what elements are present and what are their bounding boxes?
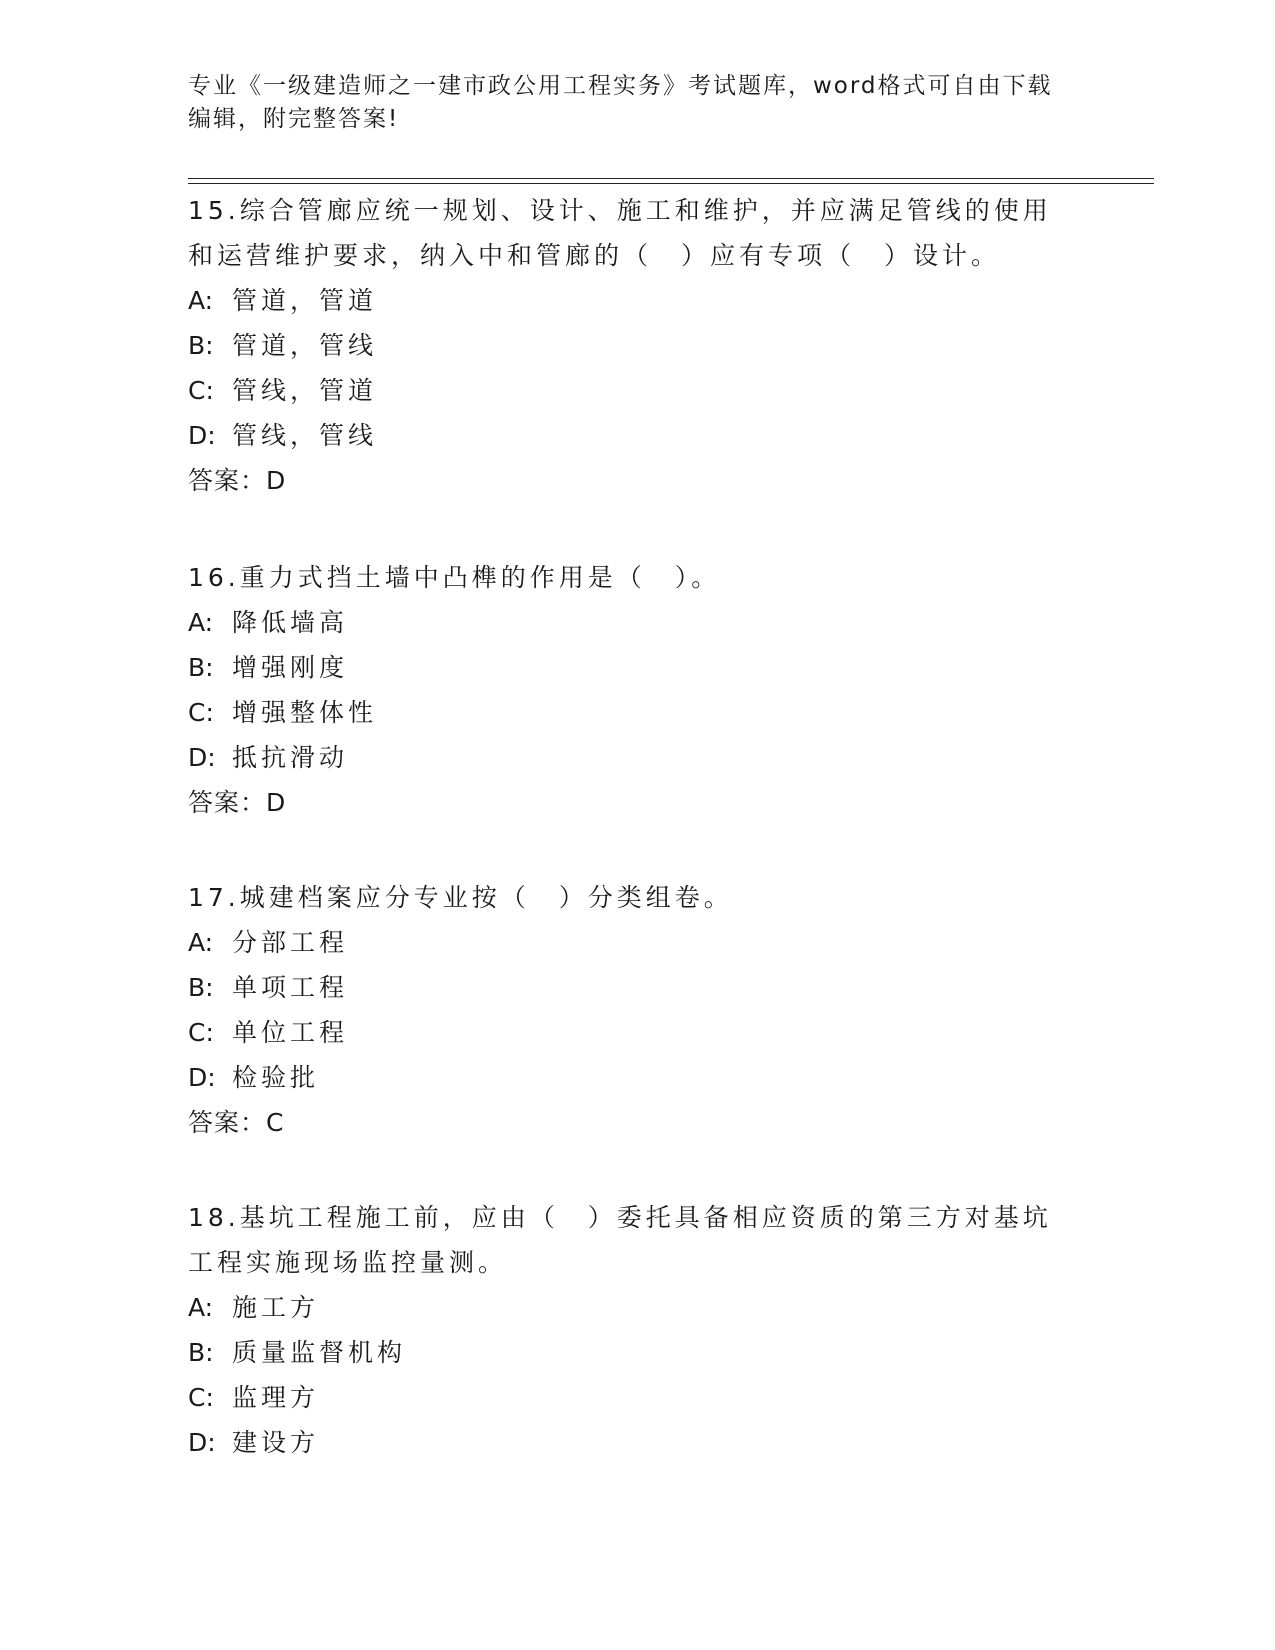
option-a (188, 920, 1068, 965)
question-stem: 16.重力式挡土墙中凸榫的作用是（ ）。 (188, 563, 721, 592)
option-text: 管线，管道 (232, 376, 378, 405)
option-text: 施工方 (232, 1293, 320, 1322)
header-divider-line (188, 178, 1154, 179)
option-text: 建设方 (232, 1428, 320, 1457)
option-text: 质量监督机构 (232, 1338, 407, 1367)
option-d (188, 1055, 1068, 1100)
option-text: 抵抗滑动 (232, 743, 349, 772)
option-letter: A: (188, 1293, 214, 1322)
question-17 (188, 875, 1068, 1145)
answer-line: 答案：D (188, 788, 287, 817)
option-d (188, 1420, 1068, 1465)
option-letter: B: (188, 973, 214, 1002)
option-letter: A: (188, 286, 214, 315)
option-c (188, 368, 1068, 413)
option-text: 分部工程 (232, 928, 349, 957)
option-b (188, 1330, 1068, 1375)
question-stem: 18.基坑工程施工前，应由（ ）委托具备相应资质的第三方对基坑工程实施现场监控量测。 (188, 1203, 1052, 1277)
question-15 (188, 188, 1068, 503)
option-letter: C: (188, 698, 214, 727)
option-letter: A: (188, 928, 214, 957)
option-d (188, 735, 1068, 780)
option-text: 监理方 (232, 1383, 320, 1412)
option-letter: B: (188, 331, 214, 360)
question-18 (188, 1195, 1068, 1465)
option-letter: D: (188, 1428, 216, 1457)
option-letter: D: (188, 743, 216, 772)
option-text: 单位工程 (232, 1018, 349, 1047)
option-c (188, 1375, 1068, 1420)
option-letter: C: (188, 1018, 214, 1047)
option-text: 检验批 (232, 1063, 320, 1092)
option-text: 管道，管线 (232, 331, 378, 360)
option-letter: C: (188, 1383, 214, 1412)
option-text: 管道，管道 (232, 286, 378, 315)
option-letter: A: (188, 608, 214, 637)
option-letter: D: (188, 421, 216, 450)
option-a (188, 278, 1068, 323)
option-text: 降低墙高 (232, 608, 349, 637)
option-letter: B: (188, 1338, 214, 1367)
document-header: 专业《一级建造师之一建市政公用工程实务》考试题库，word格式可自由下载编辑，附完整答案! (188, 73, 1053, 132)
option-text: 增强刚度 (232, 653, 349, 682)
option-c (188, 690, 1068, 735)
answer-line: 答案：C (188, 1108, 285, 1137)
option-letter: D: (188, 1063, 216, 1092)
answer-line: 答案：D (188, 466, 287, 495)
option-a (188, 1285, 1068, 1330)
option-a (188, 600, 1068, 645)
question-stem: 17.城建档案应分专业按（ ）分类组卷。 (188, 883, 733, 912)
option-b (188, 645, 1068, 690)
question-stem: 15.综合管廊应统一规划、设计、施工和维护，并应满足管线的使用和运营维护要求，纳入中和管廊的（ ）应有专项（ ）设计。 (188, 196, 1052, 270)
option-d (188, 413, 1068, 458)
option-letter: B: (188, 653, 214, 682)
option-text: 增强整体性 (232, 698, 378, 727)
option-text: 单项工程 (232, 973, 349, 1002)
option-letter: C: (188, 376, 214, 405)
option-b (188, 323, 1068, 368)
option-c (188, 1010, 1068, 1055)
header-divider-line-secondary (188, 183, 1154, 184)
option-text: 管线，管线 (232, 421, 378, 450)
option-b (188, 965, 1068, 1010)
question-16 (188, 555, 1068, 825)
